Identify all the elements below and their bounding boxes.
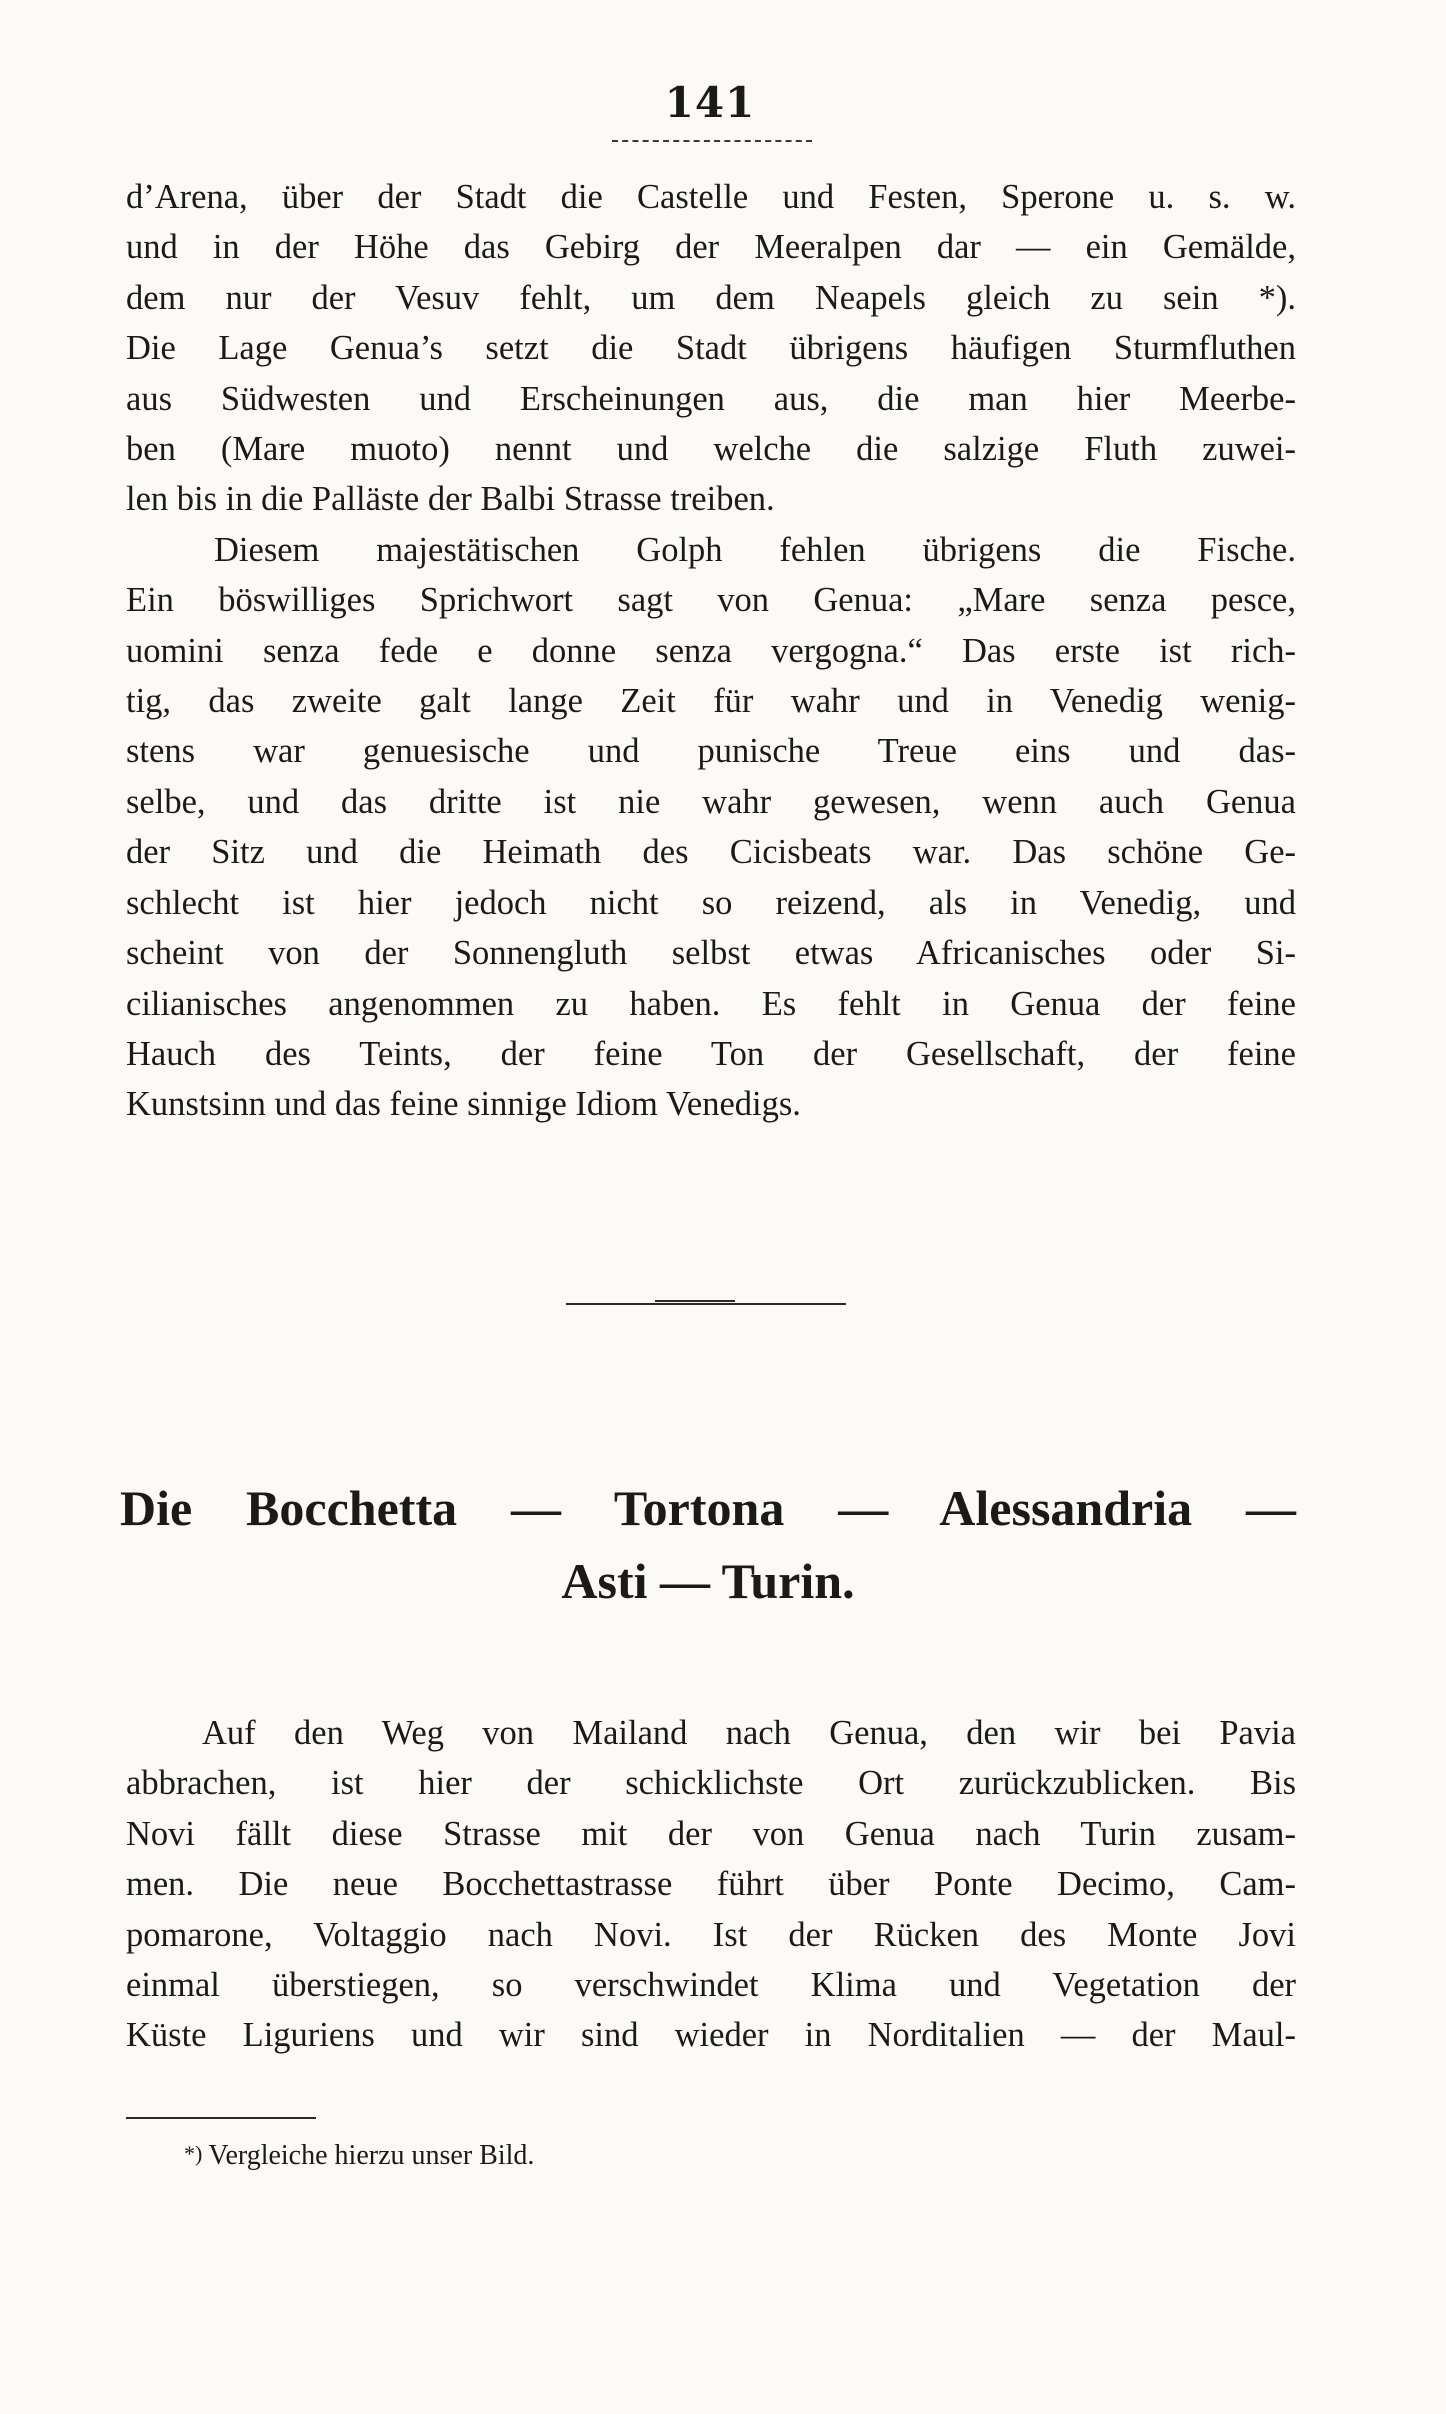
- text-line: Auf den Weg von Mailand nach Genua, den wir bei Pavia: [202, 1714, 1296, 1752]
- paragraph-3: [126, 1708, 1296, 2061]
- text-line: aus Südwesten und Erscheinungen aus, die man hier Meerbe-: [126, 379, 1296, 418]
- section-heading-line-2: Asti — Turin.: [561, 1553, 855, 1609]
- footnote: [184, 2134, 534, 2176]
- text-line: cilianisches angenommen zu haben. Es fehlt in Genua der feine: [126, 984, 1296, 1023]
- footnote-text: Vergleiche hierzu unser Bild.: [208, 2140, 535, 2171]
- page-number-rule: [612, 140, 812, 142]
- text-line: schlecht ist hier jedoch nicht so reizend, als in Venedig, und: [126, 883, 1296, 922]
- text-line: Kunstsinn und das feine sinnige Idiom Venedigs.: [126, 1085, 801, 1124]
- text-line: tig, das zweite galt lange Zeit für wahr und in Venedig wenig-: [126, 682, 1296, 721]
- section-divider: [566, 1303, 846, 1305]
- text-line: dem nur der Vesuv fehlt, um dem Neapels gleich zu sein *).: [126, 278, 1296, 317]
- text-line: len bis in die Palläste der Balbi Strasse treiben.: [126, 480, 775, 519]
- text-line: stens war genuesische und punische Treue eins und das-: [126, 732, 1296, 771]
- text-line: der Sitz und die Heimath des Cicisbeats war. Das schöne Ge-: [126, 833, 1296, 872]
- text-line: und in der Höhe das Gebirg der Meeralpen dar — ein Gemälde,: [126, 228, 1296, 267]
- paragraph-2: [126, 525, 1296, 1130]
- text-line: pomarone, Voltaggio nach Novi. Ist der Rücken des Monte Jovi: [126, 1915, 1296, 1954]
- body-text-lower: [126, 1708, 1296, 2061]
- footnote-rule: [126, 2117, 316, 2119]
- text-line: men. Die neue Bocchettastrasse führt über Ponte Decimo, Cam-: [126, 1865, 1296, 1904]
- paragraph-1: [126, 172, 1296, 525]
- body-text-upper: [126, 172, 1296, 1130]
- section-heading-line-1: Die Bocchetta — Tortona — Alessandria —: [120, 1480, 1296, 1536]
- text-line: einmal überstiegen, so verschwindet Klima und Vegetation der: [126, 1966, 1296, 2005]
- text-line: scheint von der Sonnengluth selbst etwas Africanisches oder Si-: [126, 934, 1296, 973]
- text-line: selbe, und das dritte ist nie wahr gewesen, wenn auch Genua: [126, 782, 1296, 821]
- text-line: ben (Mare muoto) nennt und welche die salzige Fluth zuwei-: [126, 430, 1296, 469]
- text-line: Diesem majestätischen Golph fehlen übrigens die Fische.: [214, 530, 1296, 569]
- text-line: abbrachen, ist hier der schicklichste Ort zurückzublicken. Bis: [126, 1764, 1296, 1803]
- text-line: d’Arena, über der Stadt die Castelle und Festen, Sperone u. s. w.: [126, 178, 1296, 216]
- section-divider-accent: [655, 1300, 735, 1302]
- text-line: Hauch des Teints, der feine Ton der Gesellschaft, der feine: [126, 1034, 1296, 1073]
- text-line: Die Lage Genua’s setzt die Stadt übrigens häufigen Sturmfluthen: [126, 329, 1296, 368]
- text-line: uomini senza fede e donne senza vergogna.“ Das erste ist rich-: [126, 631, 1296, 670]
- page-number: 141: [664, 78, 756, 127]
- text-line: Ein böswilliges Sprichwort sagt von Genua: „Mare senza pesce,: [126, 581, 1296, 620]
- text-line: Küste Liguriens und wir sind wieder in Norditalien — der Maul-: [126, 2016, 1296, 2055]
- footnote-mark: *): [184, 2141, 203, 2166]
- text-line: Novi fällt diese Strasse mit der von Genua nach Turin zusam-: [126, 1814, 1296, 1853]
